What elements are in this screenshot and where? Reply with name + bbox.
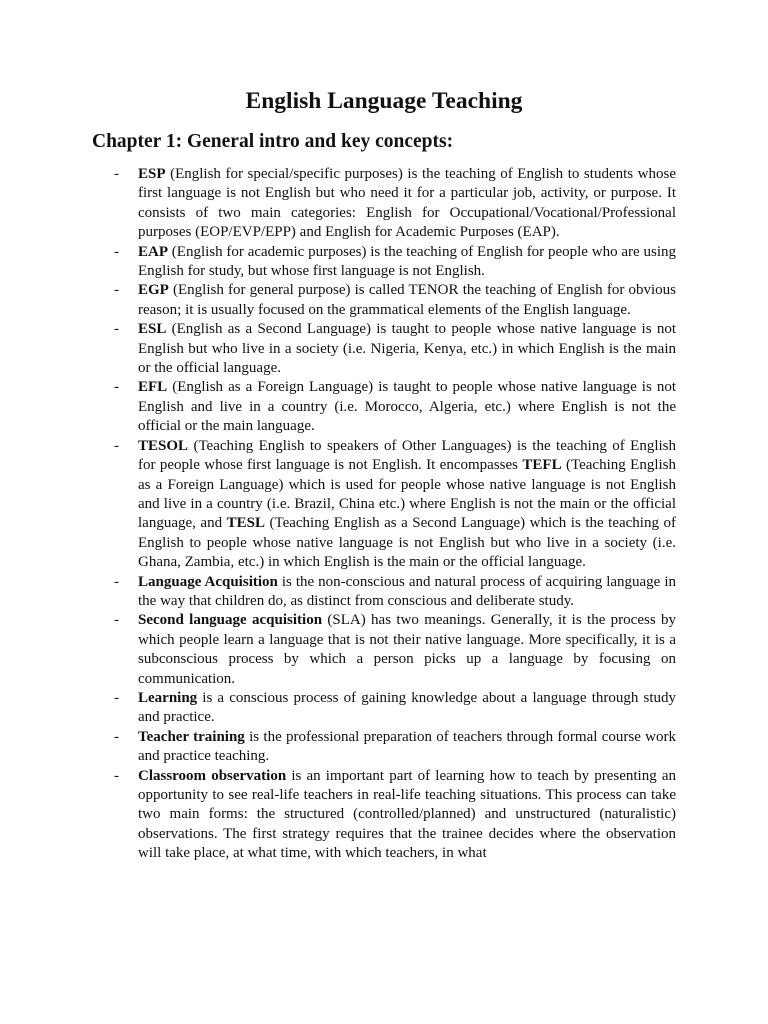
list-item-text — [138, 573, 676, 612]
list-item-text — [138, 689, 676, 728]
list-item — [0, 165, 768, 243]
list-item-text — [138, 165, 676, 243]
list-item-text — [138, 320, 676, 378]
definition-text: (English for special/specific purposes) is the teaching of English to students whose first language is not English but who need it for a particular job, activity, or purpose. It consists of two main categories: English for Occupational/Vocational/Professional purposes (EOP/EVP/EPP) and English for Academic Purposes (EAP). — [138, 166, 676, 241]
list-item — [0, 573, 768, 612]
term-label: ESL — [138, 321, 167, 338]
definition-text: (English as a Foreign Language) is taught to people whose native language is not English and live in a country (i.e. Morocco, Algeria, etc.) where English is not the official or the main language. — [138, 379, 676, 435]
term-label: Classroom observation — [138, 767, 287, 784]
bullet-dash: - — [114, 282, 119, 299]
list-item — [0, 767, 768, 864]
bullet-dash: - — [114, 321, 119, 338]
definition-text: (English for academic purposes) is the teaching of English for people who are using English for study, but whose first language is not English. — [138, 243, 676, 280]
list-item-text — [138, 281, 676, 320]
list-item-text — [138, 728, 676, 767]
definition-text: (English as a Second Language) is taught to people whose native language is not English but who live in a society (i.e. Nigeria, Kenya, etc.) in which English is the main or the official language. — [138, 321, 676, 377]
list-item-text — [138, 767, 676, 864]
term-label: EGP — [138, 282, 169, 299]
term-label: EAP — [138, 243, 168, 260]
term-label: Language Acquisition — [138, 573, 278, 590]
bullet-dash: - — [114, 689, 119, 706]
chapter-heading: Chapter 1: General intro and key concepts: — [92, 131, 454, 152]
definition-text: (Teaching English as a Second Language) which is the teaching of English to people whose native language is not English but who live in a society (i.e. Ghana, Zambia, etc.) in which English is the main or the official language. — [138, 515, 676, 571]
definition-text: (SLA) has two meanings. Generally, it is the process by which people learn a language that is not their native language. More specifically, it is a subconscious process by which a person picks up a language by focusing on communication. — [138, 612, 677, 687]
bullet-dash: - — [114, 166, 119, 182]
definition-text: is an important part of learning how to teach by presenting an opportunity to see real-life teachers in real-life teaching situations. This process can take two main forms: the structured (controlled/planned) and unstructured (naturalistic) observations. The first strategy requires that the trainee decides where the observation will take place, at what time, with which teachers, in what — [138, 767, 677, 862]
term-label: TEFL — [522, 457, 562, 474]
list-item-text — [138, 611, 676, 689]
term-label: ESP — [138, 166, 166, 182]
definition-text: (English for general purpose) is called TENOR the teaching of English for obvious reason; it is usually focused on the grammatical elements of the English language. — [138, 282, 676, 318]
list-item — [0, 611, 768, 689]
list-item-text — [138, 243, 676, 282]
list-item-text — [138, 437, 676, 573]
term-label: TESOL — [138, 437, 189, 454]
bullet-dash: - — [114, 573, 119, 590]
list-item-text — [138, 378, 676, 436]
bullet-dash: - — [114, 379, 119, 396]
document-title: English Language Teaching — [245, 88, 523, 114]
bullet-dash: - — [114, 437, 119, 454]
term-label: EFL — [138, 379, 168, 396]
list-item — [0, 728, 768, 767]
list-item — [0, 689, 768, 728]
term-label: Learning — [138, 689, 198, 706]
definition-text: is the professional preparation of teachers through formal course work and practice teaching. — [138, 728, 676, 765]
list-item — [0, 281, 768, 320]
term-label: TESL — [226, 515, 265, 532]
list-item — [0, 320, 768, 378]
bullet-dash: - — [114, 612, 119, 629]
list-item — [0, 243, 768, 282]
concept-list — [0, 165, 768, 864]
definition-text: (Teaching English to speakers of Other Languages) is the teaching of English for people whose first language is not English. It encompasses — [138, 437, 676, 474]
bullet-dash: - — [114, 767, 119, 784]
definition-text: (Teaching English as a Foreign Language) which is used for people whose native language is not English and live in a country (i.e. Brazil, China etc.) where English is not the main or the official language, and — [138, 457, 676, 532]
definition-text: is a conscious process of gaining knowledge about a language through study and practice. — [138, 689, 676, 726]
term-label: Teacher training — [138, 728, 245, 745]
list-item — [0, 378, 768, 436]
list-item — [0, 437, 768, 573]
bullet-dash: - — [114, 243, 119, 260]
bullet-dash: - — [114, 728, 119, 745]
term-label: Second language acquisition — [138, 612, 323, 629]
definition-text: is the non-conscious and natural process of acquiring language in the way that children do, as distinct from conscious and deliberate study. — [138, 573, 676, 609]
